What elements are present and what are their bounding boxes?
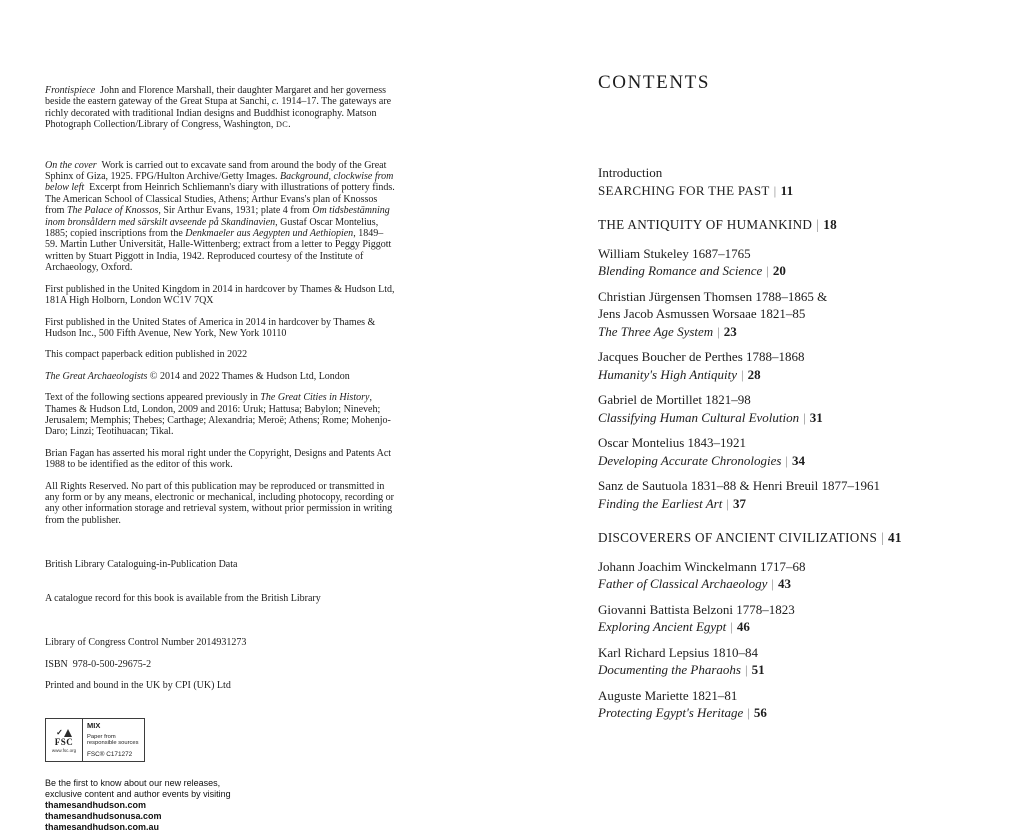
toc-separator: | — [803, 409, 806, 425]
toc-page-number: 43 — [777, 576, 791, 591]
toc-separator: | — [730, 619, 733, 634]
publisher-url-2: thamesandhudsonusa.com — [45, 810, 162, 821]
fsc-brand-text: FSC — [54, 736, 74, 747]
toc-entry — [598, 558, 988, 593]
toc-page-number: 34 — [792, 452, 806, 468]
paperback-edition-note: This compact paperback edition published in 2022 — [45, 349, 248, 361]
toc-entry-subtitle: Father of Classical Archaeology | 43 — [598, 576, 791, 591]
toc-entry — [598, 477, 988, 512]
footer-line2: exclusive content and author events by visiting — [45, 788, 231, 799]
publisher-url-3: thamesandhudson.com.au — [45, 821, 160, 832]
toc-entry-name: Oscar Montelius 1843–1921 — [598, 435, 747, 450]
toc-section-heading-antiquity: THE ANTIQUITY OF HUMANKIND | 18 — [598, 217, 838, 232]
toc-entry-subtitle: Finding the Earliest Art | 37 — [598, 495, 746, 511]
library-of-congress-number: Library of Congress Control Number 2014931273 — [45, 637, 247, 649]
toc-separator: | — [766, 263, 769, 278]
all-rights-reserved-note: All Rights Reserved. No part of this publication may be reproduced or transmitted in any form or by any means, electronic or mechanical, including photocopy, recording or any other information storage and retrieval system, without prior permission in writing from the publisher. — [45, 480, 397, 526]
contents-page — [598, 72, 988, 730]
toc-separator: | — [881, 530, 885, 545]
publication-us: First published in the United States of America in 2014 in hardcover by Thames & Hudson Inc., 500 Fifth Avenue, New York, New York 10110 — [45, 316, 378, 339]
fsc-certification-label — [45, 718, 145, 762]
imprint-page — [45, 75, 398, 833]
toc-separator: | — [816, 217, 820, 232]
previous-publication-note: Text of the following sections appeared previously in The Great Cities in History, Thames & Hudson Ltd, London, 2009 and 2016: Uruk; Hattusa; Babylon; Nineveh; Jerusalem; Memphis; Thebes; Carthage; Alexandria; Meroë; Athens; Rome; Mohenjo-Daro; Linzi; Teotihuacan; Tikal. — [45, 392, 391, 438]
toc-page-number: 31 — [809, 409, 823, 425]
toc-entry-subtitle: Humanity's High Antiquity | 28 — [598, 366, 761, 382]
copyright-line: The Great Archaeologists © 2014 and 2022 Thames & Hudson Ltd, London — [45, 370, 350, 382]
toc-page-number: 20 — [772, 263, 786, 278]
toc-entry-name: William Stukeley 1687–1765 — [598, 245, 751, 261]
toc-separator: | — [726, 495, 729, 511]
fsc-logo — [46, 719, 83, 761]
toc-intro-title: SEARCHING FOR THE PAST | 11 — [598, 182, 794, 198]
fsc-mix-label: MIX — [87, 720, 101, 730]
toc-entry — [598, 348, 988, 383]
toc-entry-name: Giovanni Battista Belzoni 1778–1823 — [598, 601, 795, 617]
toc-entry — [598, 245, 988, 280]
moral-right-note: Brian Fagan has asserted his moral right under the Copyright, Designs and Patents Act 1988 to be identified as the editor of this work. — [45, 447, 394, 471]
toc-entry-subtitle: Exploring Ancient Egypt | 46 — [598, 619, 750, 634]
toc-page-number: 37 — [732, 495, 746, 511]
footer-line1: Be the first to know about our new releases, — [45, 777, 221, 788]
toc-page-number: 11 — [780, 182, 794, 198]
toc-entry-name: Christian Jürgensen Thomsen 1788–1865 & — [598, 288, 828, 304]
toc-page-number: 28 — [747, 366, 761, 382]
toc-entry — [598, 434, 988, 469]
toc-entry-name: Auguste Mariette 1821–81 — [598, 687, 738, 703]
toc-separator: | — [747, 705, 750, 720]
toc-entry-name: Gabriel de Mortillet 1821–98 — [598, 392, 751, 407]
publisher-url-1: thamesandhudson.com — [45, 799, 147, 810]
toc-separator: | — [744, 662, 748, 677]
toc-entry-subtitle: Blending Romance and Science | 20 — [598, 263, 786, 278]
toc-entry — [598, 288, 988, 341]
fsc-code: FSC® C171272 — [87, 750, 133, 758]
toc-entry-introduction — [598, 164, 988, 199]
toc-entry — [598, 601, 988, 636]
toc-entry-subtitle: The Three Age System | 23 — [598, 323, 737, 339]
british-library-line2: A catalogue record for this book is available from the British Library — [45, 593, 321, 605]
fsc-url-text: www.fsc.org — [51, 747, 77, 753]
toc-separator: | — [785, 452, 789, 468]
toc-entry-name: Jens Jacob Asmussen Worsaae 1821–85 — [598, 306, 806, 321]
toc-page-number: 41 — [888, 530, 902, 545]
toc-page-number: 56 — [753, 705, 767, 720]
toc-entry — [598, 687, 988, 722]
british-library-note — [45, 536, 395, 627]
fsc-tree-icon: ✓ — [56, 727, 72, 737]
printer-note: Printed and bound in the UK by CPI (UK) Ltd — [45, 680, 231, 692]
toc-entry-subtitle: Developing Accurate Chronologies | 34 — [598, 452, 806, 468]
frontispiece-credit: Frontispiece John and Florence Marshall, their daughter Margaret and her governess beside the eastern gateway of the Great Stupa at Sanchi, c. 1914–17. The gateways are richly decorated with traditional Indian designs and Buddhist iconography. Matson Photograph Collection/Library of Congress, Washington, DC. — [45, 85, 394, 131]
toc-entry-name: Johann Joachim Winckelmann 1717–68 — [598, 558, 806, 574]
toc-entry-subtitle: Classifying Human Cultural Evolution | 31 — [598, 409, 823, 425]
toc-entry-name: Sanz de Sautuola 1831–88 & Henri Breuil 1877–1961 — [598, 478, 880, 493]
toc-page-number: 46 — [736, 619, 750, 634]
toc-entry-subtitle: Documenting the Pharaohs | 51 — [598, 662, 765, 677]
isbn-number: ISBN 978-0-500-29675-2 — [45, 658, 152, 670]
fsc-description: Paper from responsible sources — [87, 733, 139, 747]
publication-uk: First published in the United Kingdom in 2014 in hardcover by Thames & Hudson Ltd, 181A High Holborn, London WC1V 7QX — [45, 283, 398, 307]
contents-title: CONTENTS — [598, 72, 711, 93]
toc-separator: | — [741, 366, 744, 382]
toc-page-number: 18 — [823, 217, 838, 232]
toc-entry-name: Karl Richard Lepsius 1810–84 — [598, 644, 758, 660]
toc-page-number: 23 — [723, 323, 737, 339]
toc-separator: | — [771, 576, 774, 591]
toc-entry — [598, 644, 988, 679]
toc-entry — [598, 391, 988, 426]
toc-separator: | — [717, 323, 720, 339]
toc-page-number: 51 — [751, 662, 765, 677]
toc-separator: | — [773, 182, 777, 198]
toc-entry-subtitle: Protecting Egypt's Heritage | 56 — [598, 705, 767, 720]
british-library-line1: British Library Cataloguing-in-Publication Data — [45, 559, 238, 570]
toc-section-heading-discoverers: DISCOVERERS OF ANCIENT CIVILIZATIONS | 41 — [598, 530, 902, 545]
toc-entry-name: Jacques Boucher de Perthes 1788–1868 — [598, 349, 805, 364]
cover-credit: On the cover Work is carried out to excavate sand from around the body of the Great Sphinx of Giza, 1925. FPG/Hulton Archive/Getty Images. Background, clockwise from below left Excerpt from Heinrich Schliemann's diary with illustrations of pottery finds. The American School of Classical Studies, Athens; Arthur Evans's plan of Knossos from The Palace of Knossos, Sir Arthur Evans, 1931; plate 4 from Om tidsbestämning inom bronsåldern med särskilt avseende på Skandinavien, Gustaf Oscar Montelius, 1885; copied inscriptions from the Denkmaeler aus Aegypten und Aethiopien, 1849–59. Martin Luther Universität, Halle-Wittenberg; extract from a letter to Peggy Piggott written by Stuart Piggott in India, 1942. Reproduced courtesy of the Institute of Archaeology, Oxford. — [45, 159, 398, 274]
toc-intro-label: Introduction — [598, 165, 663, 180]
